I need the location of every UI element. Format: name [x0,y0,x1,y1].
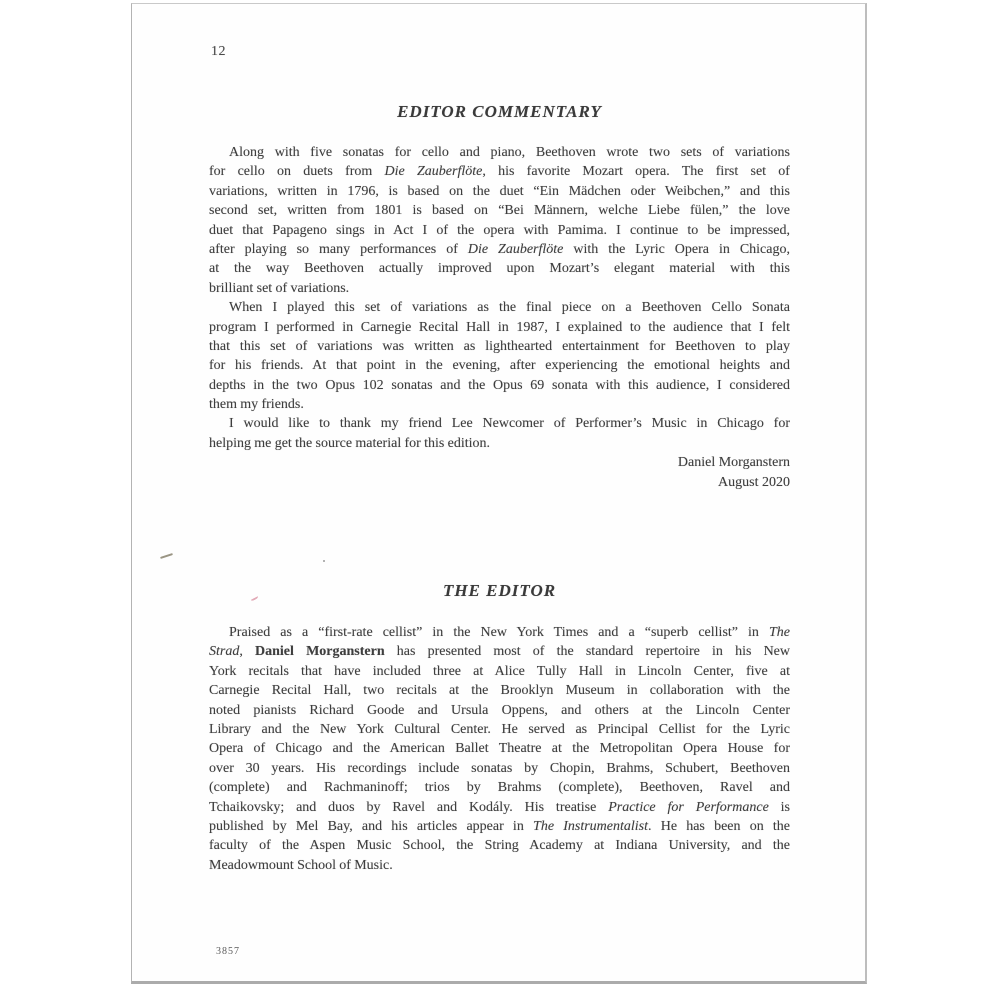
text-line: for his friends. At that point in the evening, after experiencing the emotional heights and [209,358,790,374]
plate-number: 3857 [216,946,240,957]
text-line: duet that Papageno sings in Act I of the opera with Pamima. I continue to be impressed, [209,222,790,238]
text-line: published by Mel Bay, and his articles appear in The Instrumentalist. He has been on the [209,818,790,834]
text-line: for cello on duets from Die Zauberflöte, his favorite Mozart opera. The first set of [209,164,790,180]
text-line: noted pianists Richard Goode and Ursula Oppens, and others at the Lincoln Center [209,702,790,718]
text-line: York recitals that have included three at Alice Tully Hall in Lincoln Center, five at [209,663,790,679]
section-editor-commentary [209,102,790,492]
section-heading: THE EDITOR [442,581,557,600]
text-line: Strad, Daniel Morganstern has presented most of the standard repertoire in his New [209,644,790,660]
signature-line: Daniel Morganstern [677,455,790,471]
text-line: Opera of Chicago and the American Ballet Theatre at the Metropolitan Opera House for [209,741,790,757]
text-line: Tchaikovsky; and duos by Ravel and Kodály. His treatise Practice for Performance is [209,799,790,815]
paragraph [209,298,790,414]
paragraph [209,143,790,298]
text-line: second set, written from 1801 is based on “Bei Männern, welche Liebe fülen,” the love [209,203,790,219]
speck-artifact [323,560,325,562]
text-line: program I performed in Carnegie Recital Hall in 1987, I explained to the audience that I felt [209,319,790,335]
signature-block [209,453,790,492]
paragraph [209,414,790,453]
signature-line: August 2020 [718,474,790,490]
paragraph [209,623,790,875]
text-line: over 30 years. His recordings include sonatas by Chopin, Brahms, Schubert, Beethoven [209,760,790,776]
text-line: I would like to thank my friend Lee Newcomer of Performer’s Music in Chicago for [229,416,790,432]
text-line: Praised as a “first-rate cellist” in the New York Times and a “superb cellist” in The [229,625,790,640]
text-line: at the way Beethoven actually improved upon Mozart’s elegant material with this [209,261,790,277]
text-line: faculty of the Aspen Music School, the String Academy at Indiana University, and the [209,838,790,854]
text-line: variations, written in 1796, is based on the duet “Ein Mädchen oder Weibchen,” and this [209,183,790,199]
text-line: brilliant set of variations. [209,280,350,296]
text-line: after playing so many performances of Die Zauberflöte with the Lyric Opera in Chicago, [209,241,790,257]
book-page [131,3,867,984]
text-line: When I played this set of variations as the final piece on a Beethoven Cello Sonata [229,300,790,316]
text-line: Along with five sonatas for cello and piano, Beethoven wrote two sets of variations [229,145,790,160]
page-number: 12 [211,44,226,59]
text-line: (complete) and Rachmaninoff; trios by Brahms (complete), Beethoven, Ravel and [209,780,790,796]
text-line: depths in the two Opus 102 sonatas and the Opus 69 sonata with this audience, I considered [209,377,790,393]
text-line: them my friends. [209,397,304,413]
text-line: helping me get the source material for this edition. [209,435,491,451]
pencil-mark-artifact [160,553,173,559]
text-line: Library and the New York Cultural Center. He served as Principal Cellist for the Lyric [209,721,790,737]
text-line: Meadowmount School of Music. [209,857,393,873]
section-the-editor [209,581,790,875]
section-heading: EDITOR COMMENTARY [397,102,602,121]
text-line: Carnegie Recital Hall, two recitals at the Brooklyn Museum in collaboration with the [209,683,790,699]
section-body [209,623,790,875]
text-line: that this set of variations was written as lighthearted entertainment for Beethoven to play [209,338,790,354]
section-body [209,143,790,453]
